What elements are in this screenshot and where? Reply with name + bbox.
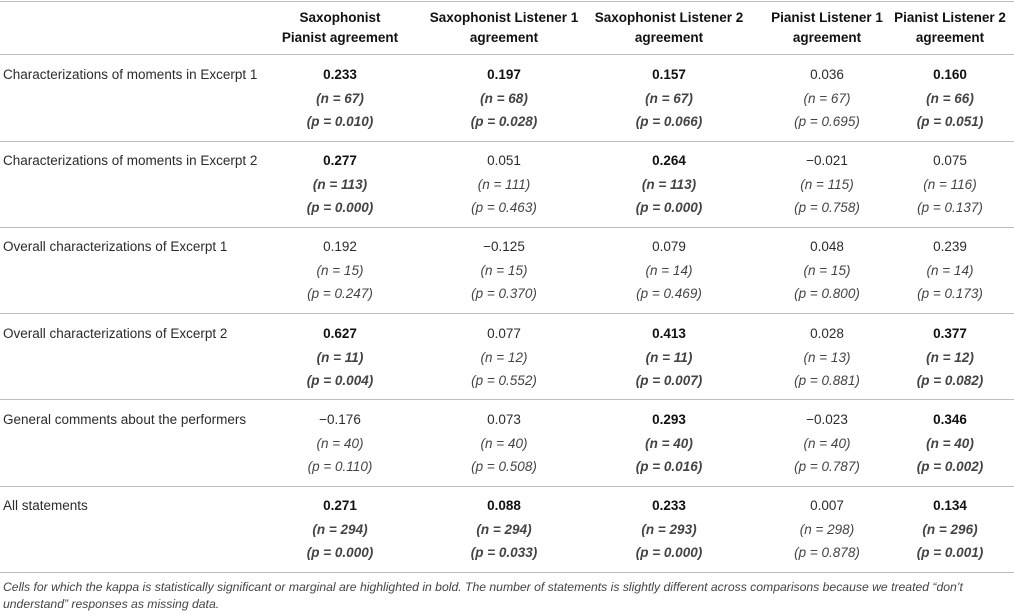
p-value: (p = 0.000) <box>635 545 703 560</box>
kappa-value: 0.277 <box>323 153 357 168</box>
n-value: (n = 116) <box>923 176 977 192</box>
n-value: (n = 67) <box>645 90 693 106</box>
row-label: All statements <box>3 498 88 513</box>
kappa-value: 0.073 <box>487 412 521 427</box>
kappa-value: 0.271 <box>323 498 357 513</box>
p-value: (p = 0.787) <box>794 459 860 474</box>
p-value: (p = 0.082) <box>916 373 984 388</box>
kappa-value: 0.157 <box>652 67 686 82</box>
kappa-value: 0.197 <box>487 67 521 82</box>
row-divider <box>0 141 1014 142</box>
kappa-value: 0.413 <box>652 326 686 341</box>
table-cell <box>777 408 877 479</box>
p-value: (p = 0.758) <box>794 200 860 215</box>
n-value: (n = 13) <box>803 349 851 365</box>
table-footnote: Cells for which the kappa is statistically significant or marginal are highlighted in bold. The number of statements is slightly different across comparisons because we treated “don’t understand” responses as missing data. <box>3 580 963 611</box>
kappa-value: 0.377 <box>933 326 967 341</box>
p-value: (p = 0.695) <box>794 114 860 129</box>
n-value: (n = 113) <box>641 176 697 192</box>
n-value: (n = 40) <box>316 435 364 451</box>
column-header: Saxophonist Listener 2 agreement <box>594 10 744 45</box>
n-value: (n = 113) <box>312 176 368 192</box>
header-bottom-rule <box>0 54 1014 55</box>
table-top-rule <box>0 1 1014 2</box>
row-label: Characterizations of moments in Excerpt 1 <box>3 67 258 82</box>
p-value: (p = 0.001) <box>916 545 984 560</box>
table-cell <box>290 494 390 565</box>
table-cell <box>900 63 1000 134</box>
n-value: (n = 40) <box>480 435 528 451</box>
kappa-value: 0.028 <box>810 326 844 341</box>
table-cell <box>454 235 554 306</box>
table-cell <box>900 149 1000 220</box>
p-value: (p = 0.002) <box>916 459 984 474</box>
table-cell <box>290 408 390 479</box>
kappa-value: 0.233 <box>323 67 357 82</box>
row-divider <box>0 486 1014 487</box>
column-header: Saxophonist Pianist agreement <box>281 10 399 45</box>
table-cell <box>777 235 877 306</box>
row-label: General comments about the performers <box>3 412 247 427</box>
table-cell <box>777 149 877 220</box>
kappa-value: 0.079 <box>652 239 686 254</box>
p-value: (p = 0.881) <box>794 373 860 388</box>
kappa-value: 0.007 <box>810 498 844 513</box>
n-value: (n = 298) <box>799 521 855 537</box>
p-value: (p = 0.000) <box>306 200 374 215</box>
table-cell <box>900 408 1000 479</box>
table-cell <box>290 322 390 393</box>
n-value: (n = 14) <box>926 262 974 278</box>
table-cell <box>619 149 719 220</box>
n-value: (n = 115) <box>800 176 854 192</box>
p-value: (p = 0.552) <box>471 373 537 388</box>
kappa-value: 0.160 <box>933 67 967 82</box>
table-cell <box>454 149 554 220</box>
kappa-value: 0.192 <box>323 239 357 254</box>
kappa-value: 0.051 <box>487 153 521 168</box>
row-divider <box>0 399 1014 400</box>
kappa-value: 0.233 <box>652 498 686 513</box>
row-divider <box>0 313 1014 314</box>
row-divider <box>0 227 1014 228</box>
kappa-value: 0.264 <box>652 153 686 168</box>
n-value: (n = 40) <box>926 435 974 451</box>
n-value: (n = 293) <box>641 521 697 537</box>
table-cell <box>290 235 390 306</box>
n-value: (n = 15) <box>480 262 528 278</box>
kappa-value: −0.023 <box>806 412 848 427</box>
column-header: Pianist Listener 2 agreement <box>894 10 1006 45</box>
table-cell <box>454 494 554 565</box>
n-value: (n = 296) <box>922 521 978 537</box>
p-value: (p = 0.000) <box>635 200 703 215</box>
n-value: (n = 15) <box>316 262 364 278</box>
n-value: (n = 15) <box>803 262 851 278</box>
table-cell <box>777 494 877 565</box>
kappa-value: 0.075 <box>933 153 967 168</box>
n-value: (n = 67) <box>803 90 851 106</box>
p-value: (p = 0.469) <box>636 286 702 301</box>
kappa-value: −0.176 <box>319 412 361 427</box>
n-value: (n = 11) <box>316 349 364 365</box>
p-value: (p = 0.016) <box>635 459 703 474</box>
table-cell <box>454 408 554 479</box>
p-value: (p = 0.066) <box>635 114 703 129</box>
kappa-value: 0.627 <box>323 326 357 341</box>
table-cell <box>619 408 719 479</box>
p-value: (p = 0.000) <box>306 545 374 560</box>
kappa-value: 0.293 <box>652 412 686 427</box>
n-value: (n = 12) <box>926 349 974 365</box>
table-bottom-rule <box>0 572 1014 573</box>
kappa-value: 0.088 <box>487 498 521 513</box>
p-value: (p = 0.033) <box>470 545 538 560</box>
p-value: (p = 0.800) <box>794 286 860 301</box>
p-value: (p = 0.137) <box>917 200 983 215</box>
kappa-value: −0.125 <box>483 239 525 254</box>
row-label: Overall characterizations of Excerpt 1 <box>3 239 228 254</box>
table-cell <box>777 322 877 393</box>
table-cell <box>619 322 719 393</box>
table-cell <box>900 235 1000 306</box>
n-value: (n = 12) <box>480 349 528 365</box>
p-value: (p = 0.508) <box>471 459 537 474</box>
table-cell <box>619 235 719 306</box>
n-value: (n = 66) <box>926 90 974 106</box>
n-value: (n = 11) <box>645 349 693 365</box>
table-cell <box>290 63 390 134</box>
table-cell <box>777 63 877 134</box>
table-cell <box>900 494 1000 565</box>
n-value: (n = 111) <box>477 176 531 192</box>
n-value: (n = 294) <box>312 521 368 537</box>
n-value: (n = 40) <box>645 435 693 451</box>
table-cell <box>454 63 554 134</box>
p-value: (p = 0.173) <box>917 286 983 301</box>
n-value: (n = 67) <box>316 90 364 106</box>
table-cell <box>290 149 390 220</box>
p-value: (p = 0.247) <box>307 286 373 301</box>
p-value: (p = 0.370) <box>471 286 537 301</box>
kappa-value: 0.239 <box>933 239 967 254</box>
p-value: (p = 0.010) <box>306 114 374 129</box>
p-value: (p = 0.028) <box>470 114 538 129</box>
p-value: (p = 0.463) <box>471 200 537 215</box>
p-value: (p = 0.110) <box>307 459 373 474</box>
n-value: (n = 68) <box>480 90 528 106</box>
column-header: Saxophonist Listener 1 agreement <box>429 10 579 45</box>
kappa-value: 0.048 <box>810 239 844 254</box>
table-cell <box>619 63 719 134</box>
table-cell <box>619 494 719 565</box>
n-value: (n = 40) <box>803 435 851 451</box>
column-header: Pianist Listener 1 agreement <box>771 10 883 45</box>
p-value: (p = 0.051) <box>916 114 984 129</box>
n-value: (n = 294) <box>476 521 532 537</box>
kappa-value: 0.134 <box>933 498 967 513</box>
p-value: (p = 0.004) <box>306 373 374 388</box>
kappa-value: 0.346 <box>933 412 967 427</box>
row-label: Characterizations of moments in Excerpt 2 <box>3 153 258 168</box>
p-value: (p = 0.007) <box>635 373 703 388</box>
p-value: (p = 0.878) <box>794 545 860 560</box>
table-cell <box>900 322 1000 393</box>
kappa-value: 0.036 <box>810 67 844 82</box>
kappa-value: −0.021 <box>806 153 848 168</box>
n-value: (n = 14) <box>645 262 693 278</box>
table-cell <box>454 322 554 393</box>
row-label: Overall characterizations of Excerpt 2 <box>3 326 228 341</box>
kappa-value: 0.077 <box>487 326 521 341</box>
